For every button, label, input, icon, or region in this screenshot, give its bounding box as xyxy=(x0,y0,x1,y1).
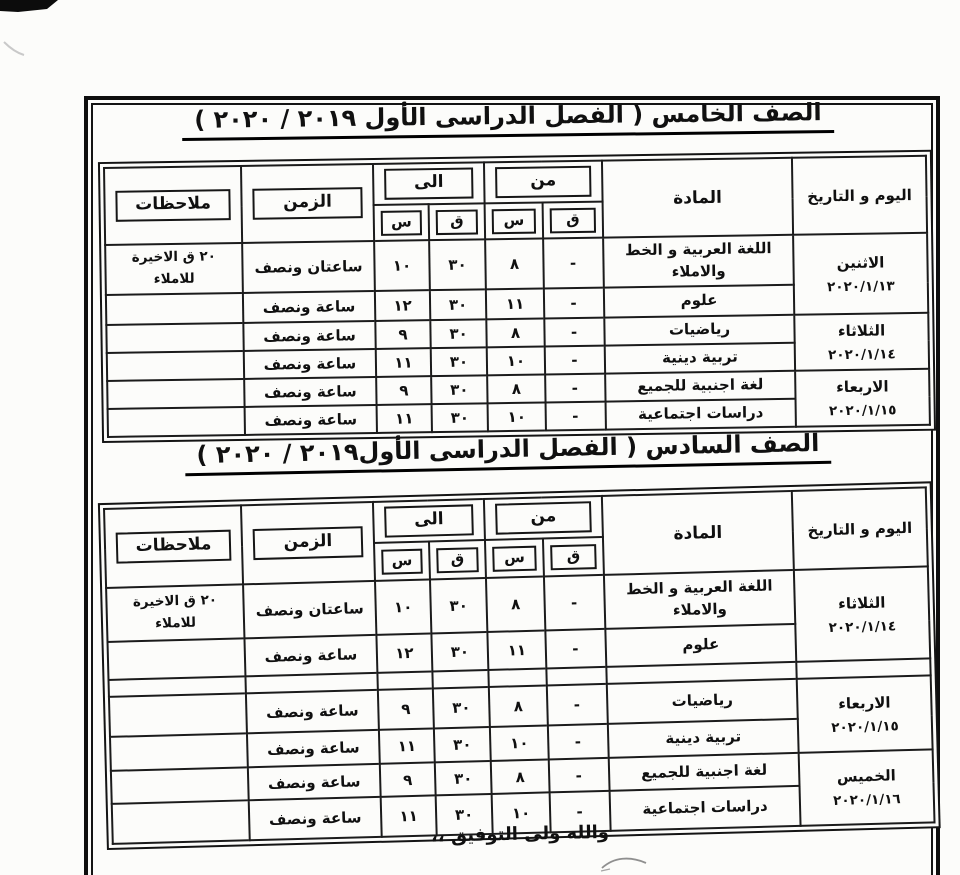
subject-cell: تربية دينية xyxy=(608,719,799,758)
subject-cell: دراسات اجتماعية xyxy=(606,399,796,430)
day-name: الثلاثاء xyxy=(837,593,886,613)
from-hours-cell: ٨ xyxy=(487,374,545,403)
from-minutes-cell: - xyxy=(544,318,604,347)
to-minutes-cell: ٣٠ xyxy=(430,319,486,348)
subject-cell: علوم xyxy=(604,285,794,318)
duration-cell: ساعة ونصف xyxy=(244,377,376,407)
to-minutes-cell: ٣٠ xyxy=(436,794,493,835)
day-date: ٢٠٢٠/١/١٤ xyxy=(828,617,897,636)
to-minutes-cell: ٣٠ xyxy=(430,289,486,320)
subject-cell: رياضيات xyxy=(604,315,794,346)
from-header xyxy=(484,161,603,204)
day-name: الخميس xyxy=(836,766,897,786)
from-hours-header xyxy=(485,538,544,578)
day-date: ٢٠٢٠/١/١٥ xyxy=(831,717,899,736)
from-hours-header xyxy=(485,202,544,239)
grade5-title-text: الصف الخامس ( الفصل الدراسى الأول ٢٠١٩ / ٢٠٢٠ ) xyxy=(182,98,834,141)
to-hours-cell: ١١ xyxy=(377,404,432,433)
duration-cell: ساعة ونصف xyxy=(245,405,377,435)
subject-header: المادة xyxy=(602,491,794,575)
from-minutes-box: ق xyxy=(550,207,596,233)
subject-cell: رياضيات xyxy=(607,679,798,724)
to-hours-box: س xyxy=(381,548,423,574)
scan-corner-mark-icon xyxy=(0,0,80,70)
to-hours-cell: ١١ xyxy=(376,348,431,377)
to-minutes-header xyxy=(429,203,486,240)
day-name: الاربعاء xyxy=(837,692,891,713)
notes-cell xyxy=(108,638,246,680)
duration-header-box: الزمن xyxy=(252,187,362,220)
to-minutes-box: ق xyxy=(436,547,479,573)
to-minutes-cell: ٣٠ xyxy=(429,239,486,290)
notes-header-box: ملاحظات xyxy=(115,189,230,222)
day-date: ٢٠٢٠/١/١٣ xyxy=(826,277,895,295)
to-hours-cell: ١٠ xyxy=(375,579,431,634)
day-date: ٢٠٢٠/١/١٥ xyxy=(828,401,897,419)
notes-cell xyxy=(106,323,243,353)
to-minutes-cell: ٣٠ xyxy=(433,687,490,728)
from-minutes-cell: - xyxy=(544,288,604,319)
to-minutes-cell: ٣٠ xyxy=(431,632,488,671)
notes-cell xyxy=(109,693,247,737)
day-date-cell xyxy=(794,313,929,371)
notes-header xyxy=(104,166,242,245)
day-date: ٢٠٢٠/١/١٤ xyxy=(827,345,896,363)
from-hours-cell: ١٠ xyxy=(490,725,549,761)
duration-cell: ساعة ونصف xyxy=(249,797,382,840)
subject-cell: اللغة العربية و الخط والاملاء xyxy=(604,570,795,629)
to-minutes-cell: ٣٠ xyxy=(432,403,488,432)
to-minutes-box: ق xyxy=(436,209,478,235)
notes-header xyxy=(104,505,243,588)
subject-cell: لغة اجنبية للجميع xyxy=(609,753,800,791)
day-name: الاربعاء xyxy=(836,376,889,396)
day-date-header: اليوم و التاريخ xyxy=(792,487,928,569)
to-minutes-cell: ٣٠ xyxy=(430,578,487,633)
notes-cell xyxy=(108,407,245,437)
day-date-header: اليوم و التاريخ xyxy=(792,156,927,235)
grade5-schedule-table xyxy=(103,155,931,438)
day-date-cell xyxy=(797,675,933,752)
from-hours-cell: ٨ xyxy=(489,685,548,727)
from-hours-cell: ١٠ xyxy=(487,346,545,375)
notes-cell xyxy=(107,379,244,409)
to-hours-cell: ٩ xyxy=(380,762,436,796)
subject-header: المادة xyxy=(602,158,793,238)
to-hours-cell: ٩ xyxy=(375,320,430,349)
to-minutes-cell: ٣٠ xyxy=(435,761,492,795)
day-date-cell xyxy=(799,749,935,825)
notes-cell xyxy=(106,293,243,325)
to-hours-box: س xyxy=(381,210,422,236)
duration-header-box: الزمن xyxy=(253,526,364,560)
subject-cell: اللغة العربية و الخط والاملاء xyxy=(603,235,794,288)
from-hours-box: س xyxy=(492,208,536,234)
duration-cell: ساعة ونصف xyxy=(246,690,379,733)
notes-text: ٢٠ ق الاخيرة للاملاء xyxy=(131,248,217,288)
notes-text: ٢٠ ق الاخيرة للاملاء xyxy=(132,592,218,632)
grade6-title-text: الصف السادس ( الفصل الدراسى الأول٢٠١٩ / ٢٠٢٠ ) xyxy=(184,429,831,476)
grade6-schedule-table xyxy=(103,486,936,844)
from-minutes-header xyxy=(543,537,604,577)
to-hours-cell: ١١ xyxy=(381,795,437,836)
to-hours-header xyxy=(374,204,430,241)
from-hours-box: س xyxy=(492,545,537,571)
from-minutes-cell: - xyxy=(544,575,605,631)
to-header-box: الى xyxy=(384,168,473,200)
from-hours-cell: ١١ xyxy=(487,630,546,670)
notes-cell xyxy=(110,733,248,771)
from-hours-cell: ٨ xyxy=(485,238,544,289)
notes-cell xyxy=(105,243,243,295)
duration-header xyxy=(241,502,375,584)
to-minutes-cell: ٣٠ xyxy=(431,347,487,376)
from-minutes-cell: - xyxy=(545,346,605,375)
to-header-box: الى xyxy=(384,504,474,537)
duration-cell: ساعتان ونصف xyxy=(242,241,375,293)
duration-cell: ساعة ونصف xyxy=(247,730,380,767)
duration-cell: ساعة ونصف xyxy=(248,764,381,800)
subject-cell: دراسات اجتماعية xyxy=(610,786,801,831)
from-minutes-cell: - xyxy=(543,238,604,289)
from-minutes-cell: - xyxy=(547,684,608,726)
to-minutes-cell: ٣٠ xyxy=(434,727,491,762)
day-name: الثلاثاء xyxy=(837,320,886,340)
duration-cell: ساعة ونصف xyxy=(243,321,375,351)
to-header xyxy=(373,162,485,205)
to-hours-cell: ١٢ xyxy=(376,633,432,672)
footer-blessing-text: والله ولى التوفيق ،، xyxy=(430,821,610,847)
to-hours-cell: ٩ xyxy=(378,688,434,729)
from-minutes-cell: - xyxy=(550,791,611,833)
from-hours-cell: ٨ xyxy=(486,576,545,632)
from-header-box: من xyxy=(495,501,592,535)
to-minutes-cell: ٣٠ xyxy=(431,375,487,404)
day-date-cell xyxy=(793,233,928,315)
subject-cell: تربية دينية xyxy=(605,343,795,374)
from-minutes-cell: - xyxy=(549,758,610,793)
from-minutes-cell: - xyxy=(545,374,605,403)
from-header-box: من xyxy=(495,166,591,198)
to-hours-cell: ١١ xyxy=(379,728,435,763)
from-minutes-cell: - xyxy=(545,629,606,669)
from-hours-cell: ٨ xyxy=(491,759,550,794)
notes-cell xyxy=(111,767,249,804)
to-hours-cell: ١٢ xyxy=(375,290,430,321)
to-hours-cell: ١٠ xyxy=(374,240,430,291)
day-date: ٢٠٢٠/١/١٦ xyxy=(832,791,901,809)
from-minutes-box: ق xyxy=(550,544,597,570)
from-minutes-cell: - xyxy=(548,724,609,760)
duration-header xyxy=(241,164,374,243)
subject-cell: لغة اجنبية للجميع xyxy=(605,371,795,402)
duration-cell: ساعتان ونصف xyxy=(243,581,376,638)
from-hours-cell: ١٠ xyxy=(488,402,546,431)
day-name: الاثنين xyxy=(836,252,885,272)
day-date-cell xyxy=(795,369,930,427)
day-date-cell xyxy=(794,566,930,661)
to-header xyxy=(373,499,485,543)
from-minutes-cell: - xyxy=(546,402,606,431)
duration-cell: ساعة ونصف xyxy=(244,349,376,379)
from-hours-cell: ١١ xyxy=(486,288,544,319)
duration-cell: ساعة ونصف xyxy=(243,291,375,323)
from-hours-cell: ١٠ xyxy=(492,792,551,834)
duration-cell: ساعة ونصف xyxy=(244,635,377,676)
from-header xyxy=(484,496,603,540)
to-hours-header xyxy=(374,541,430,580)
notes-header-box: ملاحظات xyxy=(116,530,232,564)
from-hours-cell: ٨ xyxy=(486,318,544,347)
from-minutes-header xyxy=(543,202,604,239)
to-hours-cell: ٩ xyxy=(376,376,431,405)
to-minutes-header xyxy=(429,540,486,579)
pen-squiggle-icon xyxy=(600,852,670,875)
notes-cell xyxy=(107,351,244,381)
subject-cell: علوم xyxy=(605,624,796,667)
notes-cell xyxy=(106,584,244,642)
